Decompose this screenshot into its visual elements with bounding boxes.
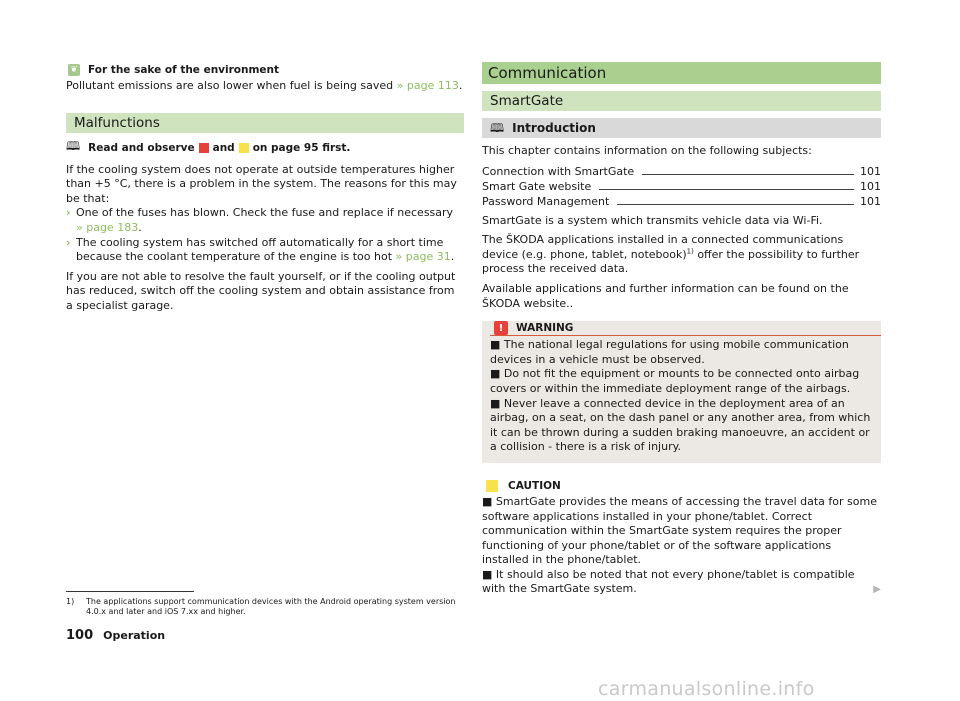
environment-note-text: Pollutant emissions are also lower when fuel is being saved » page 113. [66, 79, 463, 92]
list-item: ■ The national legal regulations for using mobile communication devices in a vehicle must be observed. [490, 338, 849, 366]
introduction-heading: 🕮 Introduction [482, 118, 881, 138]
caution-icon [486, 480, 498, 492]
environment-note-title: For the sake of the environment [88, 64, 280, 76]
toc-row[interactable]: Password Management 101 [482, 194, 881, 208]
caution-section [482, 479, 881, 597]
smartgate-description: SmartGate is a system which transmits vehicle data via Wi-Fi. [482, 213, 823, 227]
page-183-link[interactable]: » page 183 [76, 220, 139, 234]
warning-symbol-icon [199, 143, 209, 153]
available-applications-paragraph: Available applications and further information can be found on the ŠKODA website.. [482, 281, 849, 310]
malfunctions-heading: Malfunctions [66, 113, 464, 133]
page-31-link[interactable]: » page 31 [395, 250, 451, 264]
watermark: carmanualsonline.info [598, 678, 815, 700]
page-footer [66, 628, 165, 643]
intro-text: This chapter contains information on the following subjects: [482, 144, 812, 157]
read-and-observe-line: 🕮 Read and observe and on page 95 first. [66, 141, 464, 155]
page-number: 100 [66, 628, 94, 643]
warning-icon: ! [494, 321, 508, 335]
caution-heading: CAUTION [486, 479, 881, 493]
toc-row[interactable]: Connection with SmartGate 101 [482, 164, 881, 178]
page-113-link[interactable]: » page 113 [396, 79, 459, 92]
warning-body [490, 335, 881, 455]
cooling-problem-paragraph: If the cooling system does not operate at outside temperatures higher than +5 °C, there is a problem in the system. The reasons for this may be that: [66, 162, 457, 205]
warning-box [482, 321, 881, 463]
footnote: 1) The applications support communication devices with the Android operating system version 4.0.x and later and iOS 7.xx and higher. [66, 597, 456, 616]
footnote-marker: 1) [686, 247, 694, 256]
warning-heading: ! WARNING [494, 321, 881, 335]
toc-row[interactable]: Smart Gate website 101 [482, 179, 881, 193]
resolve-fault-paragraph: If you are not able to resolve the fault yourself, or if the cooling output has reduced, switch off the cooling system and obtain assistance from a specialist garage. [66, 269, 456, 312]
caution-symbol-icon [239, 143, 249, 153]
list-item: ■ It should also be noted that not every phone/tablet is compatible with the SmartGate system. [482, 567, 855, 596]
table-of-contents [482, 163, 881, 208]
list-item: › One of the fuses has blown. Check the fuse and replace if necessary » page 183. [66, 206, 454, 234]
smartgate-heading: SmartGate [482, 91, 881, 111]
arrow-bullet-icon: › [66, 206, 71, 220]
skoda-applications-paragraph: The ŠKODA applications installed in a connected communications device (e.g. phone, tablet, notebook)$^{1)}$ offer the possibility to further process the received data. [482, 233, 860, 276]
leaf-icon: ❦ [68, 64, 80, 76]
list-item: ■ SmartGate provides the means of accessing the travel data for some software applications installed in your phone/tablet. Correct communication within the SmartGate system requires the proper functioning of your phone/tablet or of the software applications installed in the phone/tablet. [482, 494, 877, 567]
list-item: ■ Do not fit the equipment or mounts to be connected onto airbag covers or within the immediate deployment range of the airbags. [490, 367, 860, 395]
book-icon: 🕮 [66, 139, 81, 154]
book-icon: 🕮 [490, 121, 505, 135]
communication-chapter-heading: Communication [482, 62, 881, 84]
continue-arrow-icon: ▶ [873, 584, 881, 596]
list-item: › The cooling system has switched off automatically for a short time because the coolant temperature of the engine is too hot » page 31. [66, 235, 455, 264]
page-section-label: Operation [103, 629, 166, 642]
list-item: ■ Never leave a connected device in the deployment area of an airbag, on a seat, on the dash panel or any another area, from which it can be thrown during a sudden braking manoeuvre, an accident or a collision - there is a risk of injury. [490, 396, 871, 454]
footnote-divider [66, 591, 194, 592]
left-column [66, 60, 464, 314]
right-column [482, 60, 881, 597]
environment-note-heading [66, 62, 464, 78]
arrow-bullet-icon: › [66, 235, 71, 249]
